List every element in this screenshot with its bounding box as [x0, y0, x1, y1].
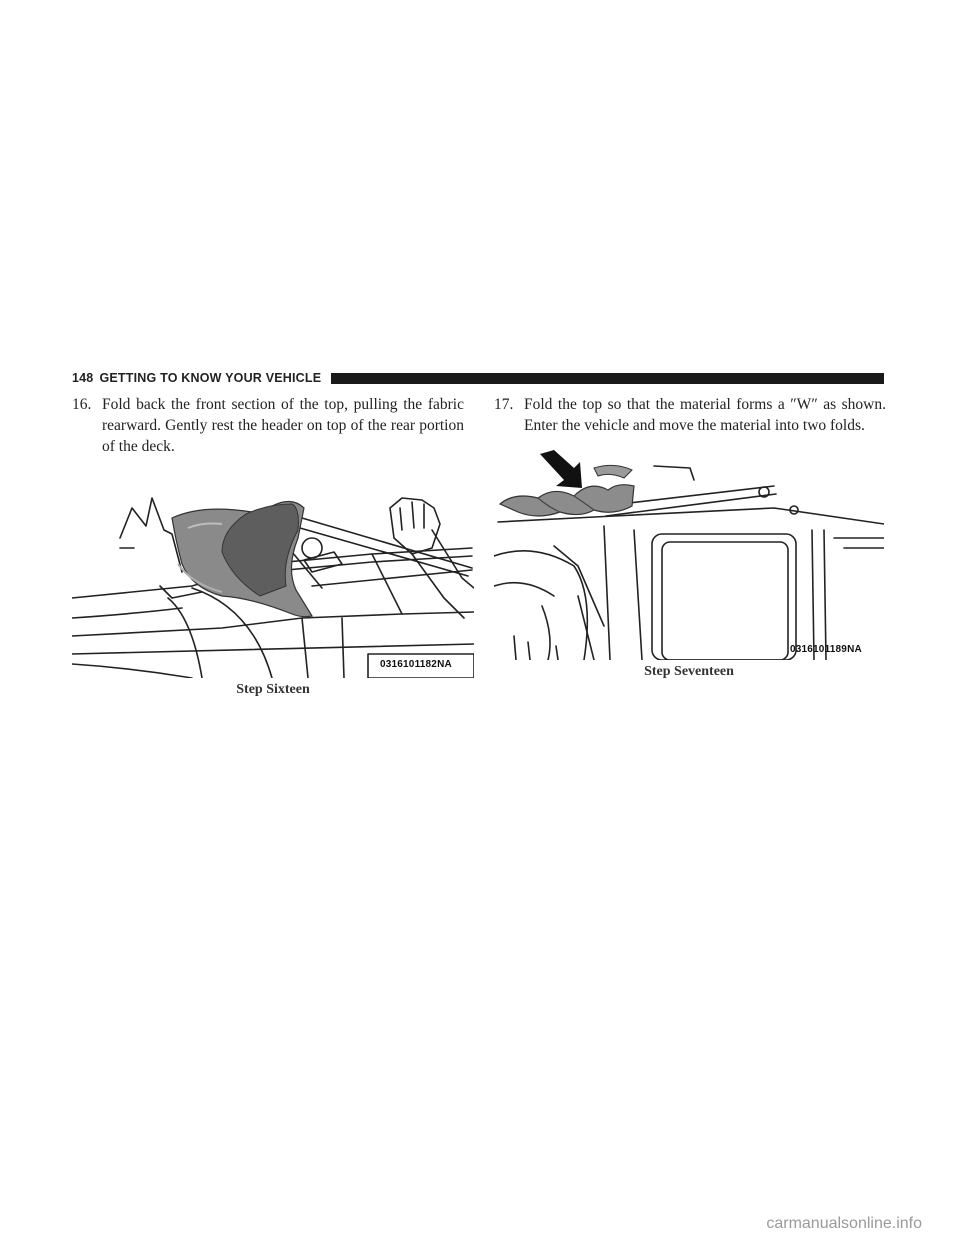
right-column — [494, 394, 886, 436]
step-17 — [494, 394, 886, 436]
step-sixteen-illustration — [72, 468, 474, 678]
step-text: Fold the top so that the material forms a ″W″ as shown. Enter the vehicle and move the material into two folds. — [524, 396, 886, 434]
figure-code: 0316101189NA — [790, 644, 862, 655]
watermark-text: carmanualsonline.info — [766, 1215, 922, 1232]
section-title: GETTING TO KNOW YOUR VEHICLE — [99, 371, 322, 385]
step-number: 17. — [494, 396, 514, 413]
step-16 — [72, 394, 464, 457]
step-seventeen-drawing — [494, 446, 884, 660]
step-number: 16. — [72, 396, 92, 413]
figure-code: 0316101182NA — [380, 659, 452, 670]
header-rule — [331, 373, 884, 384]
left-column — [72, 394, 464, 457]
step-text: Fold back the front section of the top, pulling the fabric rearward. Gently rest the header on top of the rear portion of the deck. — [102, 396, 464, 455]
step-seventeen-illustration — [494, 446, 884, 660]
figure-caption: Step Sixteen — [236, 682, 310, 697]
page-header — [72, 370, 884, 386]
figure-caption: Step Seventeen — [644, 664, 734, 679]
step-sixteen-drawing — [72, 468, 474, 678]
page-number: 148 — [72, 371, 94, 385]
footer-watermark — [0, 1215, 960, 1233]
